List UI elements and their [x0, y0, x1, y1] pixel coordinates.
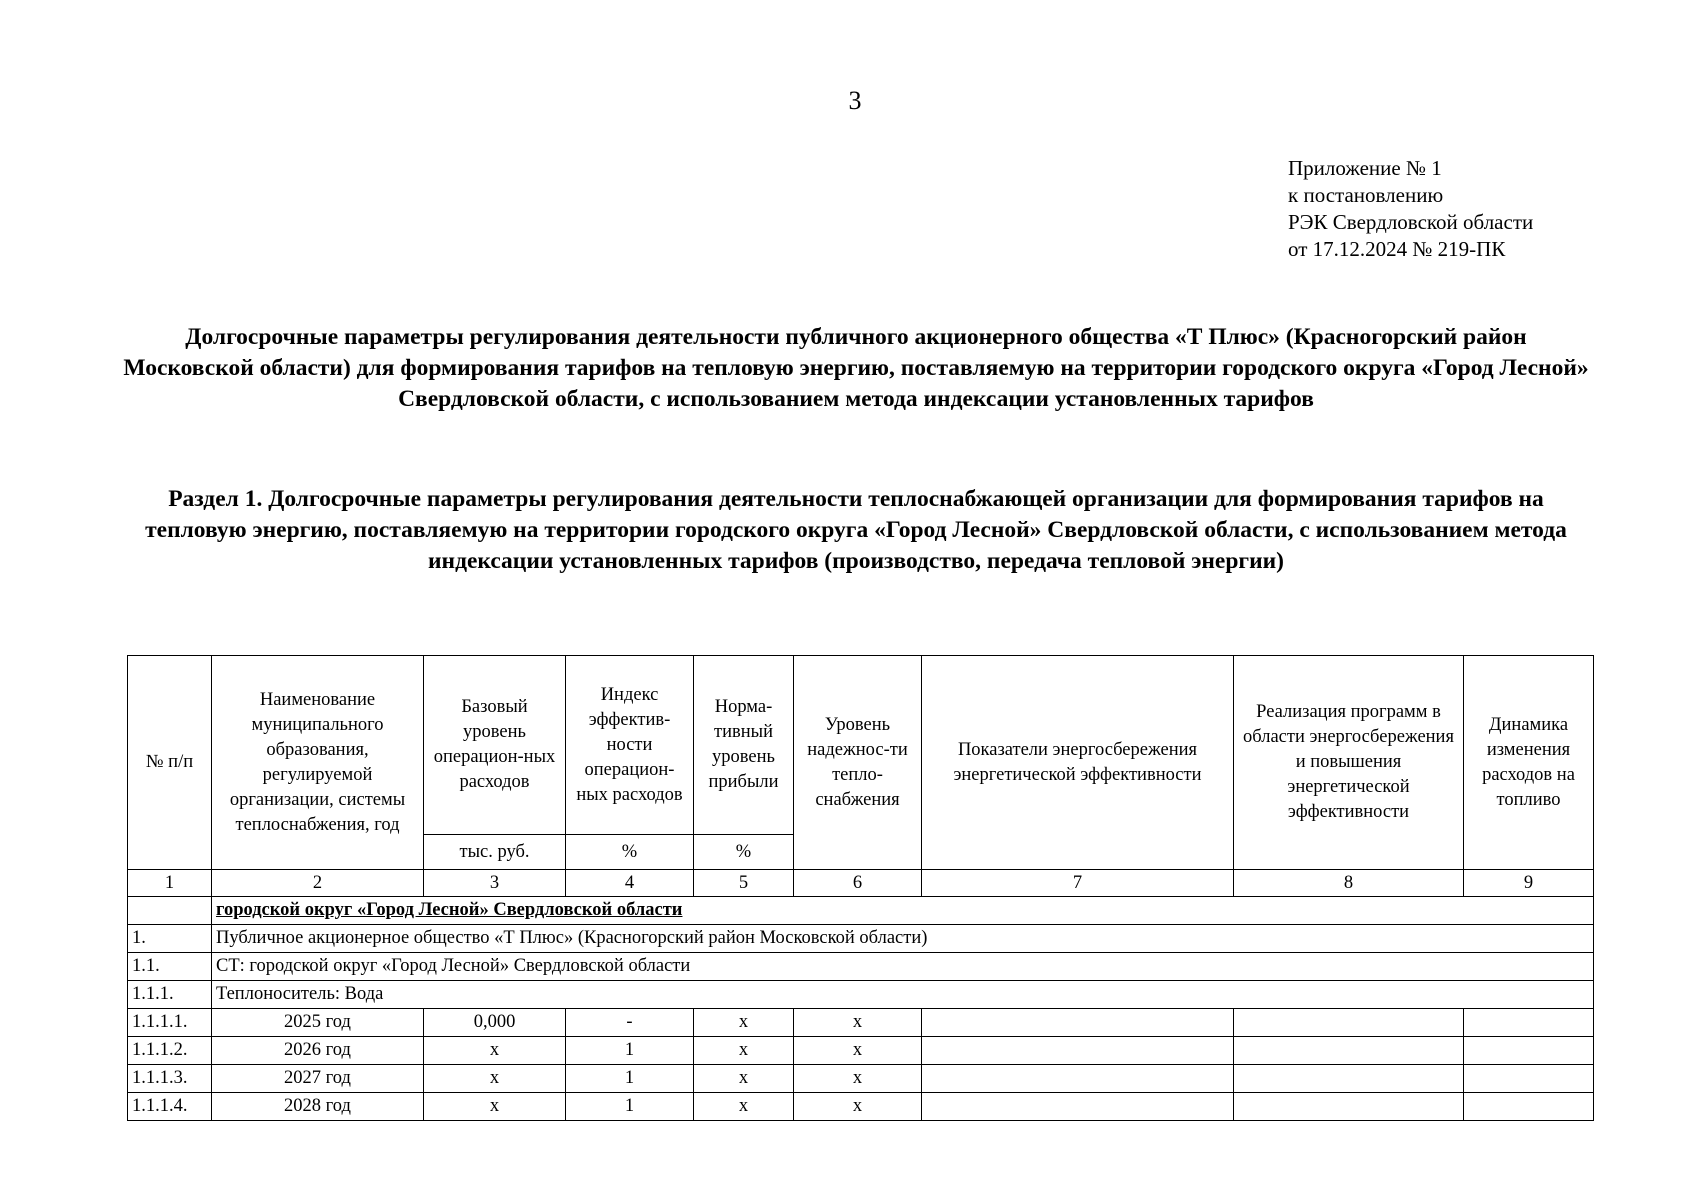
programs-cell	[1234, 1093, 1464, 1121]
fuel-dynamics-cell	[1464, 1065, 1594, 1093]
column-number: 3	[424, 870, 566, 897]
appendix-line: Приложение № 1	[1288, 156, 1442, 180]
base-opex-cell: 0,000	[424, 1009, 566, 1037]
row-number: 1.1.1.1.	[128, 1009, 212, 1037]
energy-saving-cell	[922, 1093, 1234, 1121]
year-cell: 2026 год	[212, 1037, 424, 1065]
efficiency-index-cell: -	[566, 1009, 694, 1037]
efficiency-index-cell: 1	[566, 1037, 694, 1065]
table-header	[128, 656, 1594, 870]
fuel-dynamics-cell	[1464, 1009, 1594, 1037]
column-number: 2	[212, 870, 424, 897]
programs-cell	[1234, 1009, 1464, 1037]
group-text: СТ: городской округ «Город Лесной» Свердловской области	[212, 953, 1594, 981]
fuel-dynamics-cell	[1464, 1093, 1594, 1121]
group-text: Теплоноситель: Вода	[212, 981, 1594, 1009]
header-base-opex: Базовый уровень операцион-ных расходов	[424, 656, 566, 835]
column-number: 6	[794, 870, 922, 897]
year-cell: 2025 год	[212, 1009, 424, 1037]
unit-base-opex: тыс. руб.	[424, 835, 566, 870]
programs-cell	[1234, 1037, 1464, 1065]
group-row	[128, 953, 1594, 981]
base-opex-cell: х	[424, 1093, 566, 1121]
reliability-cell: х	[794, 1065, 922, 1093]
energy-saving-cell	[922, 1065, 1234, 1093]
column-number: 1	[128, 870, 212, 897]
column-number: 4	[566, 870, 694, 897]
column-number-row	[128, 870, 1594, 897]
efficiency-index-cell: 1	[566, 1093, 694, 1121]
row-number: 1.1.	[128, 953, 212, 981]
table-row	[128, 1093, 1594, 1121]
district-name	[212, 897, 1594, 925]
row-number: 1.	[128, 925, 212, 953]
unit-efficiency-index: %	[566, 835, 694, 870]
appendix-line: РЭК Свердловской области	[1288, 210, 1534, 234]
unit-profit: %	[694, 835, 794, 870]
column-number: 8	[1234, 870, 1464, 897]
district-title: городской округ «Город Лесной» Свердловской области	[216, 900, 683, 920]
year-cell: 2027 год	[212, 1065, 424, 1093]
profit-cell: х	[694, 1037, 794, 1065]
appendix-line: к постановлению	[1288, 183, 1444, 207]
year-cell: 2028 год	[212, 1093, 424, 1121]
efficiency-index-cell: 1	[566, 1065, 694, 1093]
table-row	[128, 1009, 1594, 1037]
reliability-cell: х	[794, 1009, 922, 1037]
base-opex-cell: х	[424, 1037, 566, 1065]
profit-cell: х	[694, 1093, 794, 1121]
appendix-line: от 17.12.2024 № 219-ПК	[1288, 237, 1506, 261]
table-row	[128, 1065, 1594, 1093]
profit-cell: х	[694, 1009, 794, 1037]
header-num: № п/п	[128, 656, 212, 870]
header-energy-saving: Показатели энергосбережения энергетической эффективности	[922, 656, 1234, 870]
group-row	[128, 981, 1594, 1009]
parameters-table	[127, 655, 1594, 1121]
programs-cell	[1234, 1065, 1464, 1093]
group-text: Публичное акционерное общество «Т Плюс» (Красногорский район Московской области)	[212, 925, 1594, 953]
header-profit: Норма-тивный уровень прибыли	[694, 656, 794, 835]
fuel-dynamics-cell	[1464, 1037, 1594, 1065]
row-number: 1.1.1.2.	[128, 1037, 212, 1065]
column-number: 9	[1464, 870, 1594, 897]
header-efficiency-index: Индекс эффектив-ности операцион-ных расходов	[566, 656, 694, 835]
column-number: 5	[694, 870, 794, 897]
energy-saving-cell	[922, 1009, 1234, 1037]
row-number: 1.1.1.4.	[128, 1093, 212, 1121]
page-number: 3	[848, 86, 862, 115]
table-row	[128, 1037, 1594, 1065]
document-title: Долгосрочные параметры регулирования деятельности публичного акционерного общества «Т Плюс» (Красногорский район Московской области) для формирования тарифов на тепловую энергию, поставляемую на территории городского округа «Город Лесной» Свердловской области, с использованием метода индексации установленных тарифов	[123, 324, 1589, 412]
appendix-block	[1288, 155, 1533, 263]
district-row	[128, 897, 1594, 925]
group-row	[128, 925, 1594, 953]
section-title: Раздел 1. Долгосрочные параметры регулирования деятельности теплоснабжающей организации для формирования тарифов на тепловую энергию, поставляемую на территории городского округа «Город Лесной» Свердловской области, с использованием метода индексации установленных тарифов (производство, передача тепловой энергии)	[145, 486, 1567, 574]
base-opex-cell: х	[424, 1065, 566, 1093]
header-fuel-dynamics: Динамика изменения расходов на топливо	[1464, 656, 1594, 870]
row-number: 1.1.1.	[128, 981, 212, 1009]
district-num-cell	[128, 897, 212, 925]
reliability-cell: х	[794, 1093, 922, 1121]
header-programs: Реализация программ в области энергосбережения и повышения энергетической эффективности	[1234, 656, 1464, 870]
header-reliability: Уровень надежнос-ти тепло-снабжения	[794, 656, 922, 870]
header-name: Наименование муниципального образования, регулируемой организации, системы теплоснабжения, год	[212, 656, 424, 870]
row-number: 1.1.1.3.	[128, 1065, 212, 1093]
profit-cell: х	[694, 1065, 794, 1093]
reliability-cell: х	[794, 1037, 922, 1065]
energy-saving-cell	[922, 1037, 1234, 1065]
column-number: 7	[922, 870, 1234, 897]
